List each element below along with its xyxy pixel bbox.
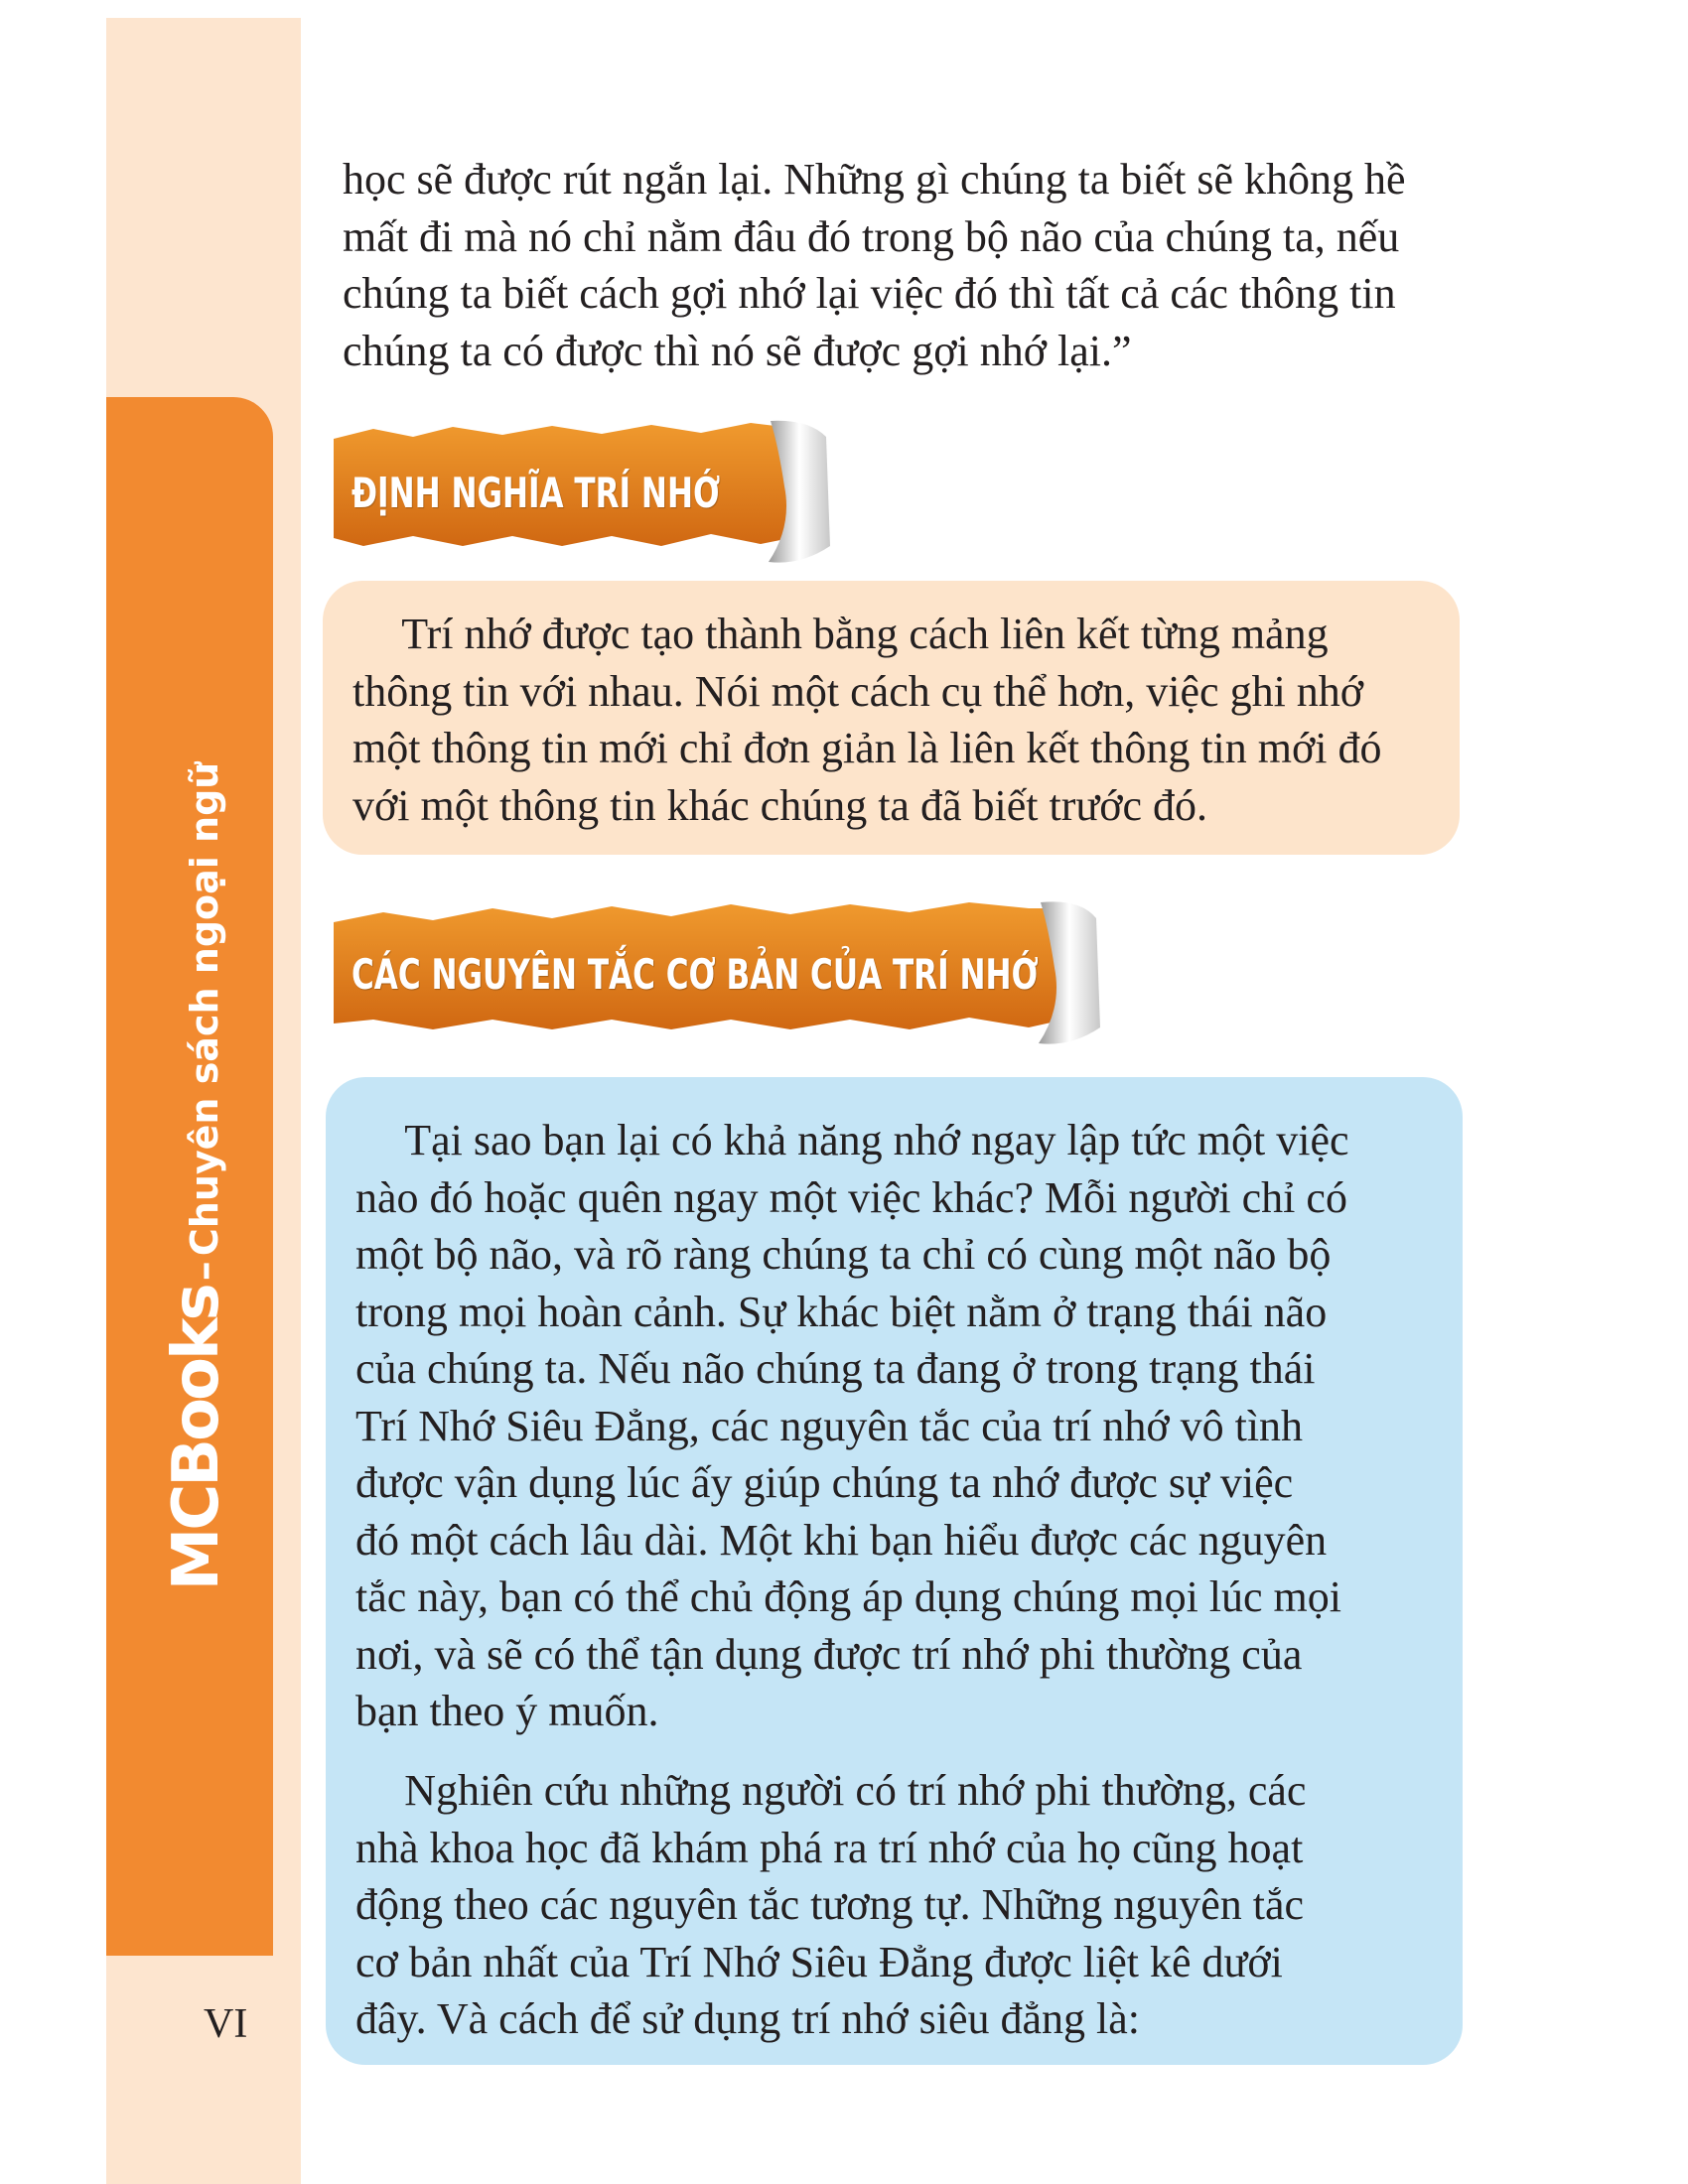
sidebar-label [160,680,233,1673]
section-banner-definition [334,417,850,576]
principles-line: của chúng ta. Nếu não chúng ta đang ở trong trạng thái [355,1344,1316,1393]
definition-line: thông tin với nhau. Nói một cách cụ thể hơn, việc ghi nhớ [352,666,1364,716]
principles-line: bạn theo ý muốn. [355,1687,659,1735]
principles-line: cơ bản nhất của Trí Nhớ Siêu Đẳng được liệt kê dưới [355,1937,1283,1986]
definition-line: Trí nhớ được tạo thành bằng cách liên kết từng mảng [401,610,1329,658]
intro-line: chúng ta có được thì nó sẽ được gợi nhớ lại.” [343,326,1132,375]
principles-line: tắc này, bạn có thể chủ động áp dụng chúng mọi lúc mọi [355,1572,1342,1621]
principles-line: nhà khoa học đã khám phá ra trí nhớ của họ cũng hoạt [355,1823,1304,1872]
brand-separator: – [182,1261,227,1282]
section-title: CÁC NGUYÊN TẮC CƠ BẢN CỦA TRÍ NHỚ [352,950,1039,999]
principles-line: Tại sao bạn lại có khả năng nhớ ngay lập tức một việc [404,1116,1349,1164]
definition-line: một thông tin mới chỉ đơn giản là liên kết thông tin mới đó [352,724,1382,772]
principles-line: động theo các nguyên tắc tương tự. Những nguyên tắc [355,1880,1305,1929]
principles-paragraph-1 [355,1112,1430,1740]
section-title: ĐỊNH NGHĨA TRÍ NHỚ [352,469,721,517]
intro-line: mất đi mà nó chỉ nằm đâu đó trong bộ não của chúng ta, nếu [343,211,1400,261]
principles-line: Trí Nhớ Siêu Đẳng, các nguyên tắc của trí nhớ vô tình [355,1401,1304,1450]
page-number: VI [204,2001,248,2047]
principles-line: đây. Và cách để sử dụng trí nhớ siêu đẳng là: [355,1994,1141,2043]
series-name: Chuyên sách ngoại ngữ [183,761,226,1257]
principles-line: trong mọi hoàn cảnh. Sự khác biệt nằm ở trạng thái não [355,1287,1328,1336]
principles-line: một bộ não, và rõ ràng chúng ta chỉ có cùng một não bộ [355,1230,1332,1279]
principles-line: đó một cách lâu dài. Một khi bạn hiểu được các nguyên [355,1515,1328,1565]
intro-paragraph [343,151,1445,379]
principles-line: nơi, và sẽ có thể tận dụng được trí nhớ phi thường của [355,1629,1303,1679]
principles-line: nào đó hoặc quên ngay một việc khác? Mỗi người chỉ có [355,1172,1347,1222]
definition-line: với một thông tin khác chúng ta đã biết trước đó. [352,780,1207,830]
principles-line: Nghiên cứu những người có trí nhớ phi thường, các [404,1766,1307,1815]
definition-paragraph [352,606,1430,834]
brand-logo-text: MCBooks [160,1286,233,1591]
principles-paragraph-2 [355,1762,1430,2048]
intro-line: học sẽ được rút ngắn lại. Những gì chúng ta biết sẽ không hề [343,155,1406,204]
principles-line: được vận dụng lúc ấy giúp chúng ta nhớ được sự việc [355,1458,1294,1507]
section-banner-principles [334,898,1128,1057]
intro-line: chúng ta biết cách gợi nhớ lại việc đó thì tất cả các thông tin [343,269,1396,318]
